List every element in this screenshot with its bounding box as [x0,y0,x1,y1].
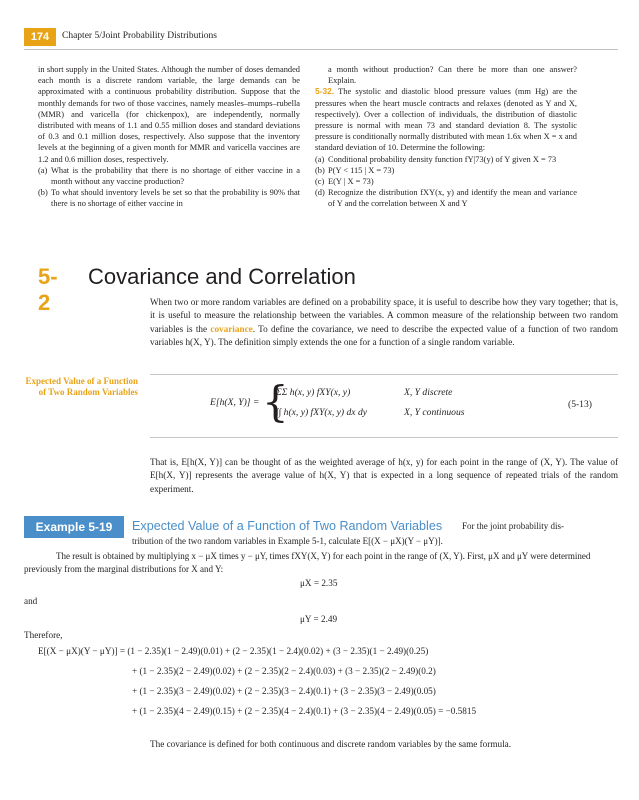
keyword-covariance: covariance [210,323,253,334]
header-rule [24,49,618,50]
closing-paragraph: The covariance is defined for both continuous and discrete random variables by the same formula. [150,739,511,749]
mu-y-equation: μY = 2.49 [300,614,338,624]
computation-line-3: + (1 − 2.35)(3 − 2.49)(0.02) + (2 − 2.35)(3 − 2.4)(0.1) + (3 − 2.35)(3 − 2.49)(0.05) [132,686,436,696]
left-brace: { [262,377,289,426]
left-item-a: (a) What is the probability that there is no shortage of either vaccine in a month without any vaccine production? [38,165,300,187]
right-item-d: (d) Recognize the distribution fXY(x, y) and identify the mean and variance of Y and the correlation between X and Y [315,188,577,209]
definition-margin-label: Expected Value of a Function of Two Random Variables [25,376,138,397]
section-number: 5-2 [38,264,58,315]
left-item-b: (b) To what should inventory levels be set so that the probability is 90% that there is no shortage of either vaccine in [38,188,300,209]
definition-lhs: E[h(X, Y)] = [210,397,260,408]
section-title: Covariance and Correlation [88,264,356,289]
example-paragraph: The result is obtained by multiplying x − μX times y − μY, times fXY(X, Y) for each point in the range of (X, Y). First, μX and μY were determined previously from the marginal distributions for X and Y: [24,551,591,574]
exercise-5-32: 5-32. The systolic and diastolic blood pressure values (mm Hg) are the pressures when the heart muscle contracts and relaxes (denoted as Y and X, respectively). Over a collection of individuals, the distribution of diastolic pressure is normal with mean 73 and standard deviation 8. The systolic pressure is conditionally normally distributed with mean 1.6x when X = x and standard deviation of 10. Determine the following: [315,86,577,153]
definition-continuous-condition: X, Y continuous [404,407,465,418]
right-item-c: (c) E(Y | X = 73) [315,177,374,187]
exercise-number: 5-32. [315,86,335,97]
computation-line-1: E[(X − μX)(Y − μY)] = (1 − 2.35)(1 − 2.49)(0.01) + (2 − 2.35)(1 − 2.4)(0.02) + (3 − 2.35)(1 − 2.49)(0.25) [38,646,429,656]
example-body [24,550,618,576]
computation-line-2: + (1 − 2.35)(2 − 2.49)(0.02) + (2 − 2.35)(2 − 2.4)(0.03) + (3 − 2.35)(2 − 2.49)(0.2) [132,666,436,676]
example-text-line2: tribution of the two random variables in Example 5-1, calculate E[(X − μX)(Y − μY)]. [132,536,443,546]
equation-number: (5-13) [568,399,592,410]
page-number: 174 [24,28,56,46]
mu-x-equation: μX = 2.35 [300,578,338,588]
example-text-start: For the joint probability dis- [462,521,564,531]
example-label: Example 5-19 [24,516,124,538]
computation-line-4: + (1 − 2.35)(4 − 2.49)(0.15) + (2 − 2.35)(4 − 2.4)(0.1) + (3 − 2.35)(4 − 2.49)(0.05) = −0.5815 [132,706,477,716]
example-title: Expected Value of a Function of Two Random Variables [132,519,443,533]
and-text: and [24,596,38,606]
right-column [315,64,577,210]
therefore-text: Therefore, [24,630,63,640]
right-item-a: (a) Conditional probability density function fY|73(y) of Y given X = 73 [315,154,557,164]
right-item-b: (b) P(Y < 115 | X = 73) [315,165,395,175]
page-header [0,28,639,48]
chapter-title: Chapter 5/Joint Probability Distributions [62,31,217,41]
example-header [24,516,618,538]
right-continuation: a month without production? Can there be more than one answer? Explain. [328,65,577,86]
after-definition-paragraph: That is, E[h(X, Y)] can be thought of as the weighted average of h(x, y) for each point in the range of (X, Y). The value of E[h(X, Y)] represents the average value of h(X, Y) that is expected in a long sequence of repeated trials of the random experiment. [150,457,618,494]
left-column [38,64,300,210]
definition-discrete-formula: ΣΣ h(x, y) fXY(x, y) [276,387,351,398]
definition-discrete-condition: X, Y discrete [404,387,453,398]
definition-box [150,374,618,438]
definition-continuous-formula: ∫∫ h(x, y) fXY(x, y) dx dy [276,407,368,418]
section-intro-paragraph: When two or more random variables are defined on a probability space, it is useful to describe how they vary together; that is, it is useful to measure the relationship between the variables. A common measure of the relationship between two random variables is the covariance. To define the covariance, we need to describe the expected value of a function of two random variables h(X, Y). The definition simply extends the one for a function of a single random variable. [150,297,618,348]
left-intro: in short supply in the United States. Although the number of doses demanded each month is a discrete random variable, the large demands can be approximated with a continuous probability distribution. Suppose that the monthly demands for two of those vaccines, namely measles–mumps–rubella (MMR) and varicella (for chickenpox), are independently, normally distributed with means of 1.1 and 0.55 million doses and standard deviations of 0.3 and 0.1 million doses, respectively. Also suppose that the inventory levels at the beginning of a given month for MMR and varicella vaccines are 1.2 and 0.6 million doses, respectively. [38,65,300,164]
